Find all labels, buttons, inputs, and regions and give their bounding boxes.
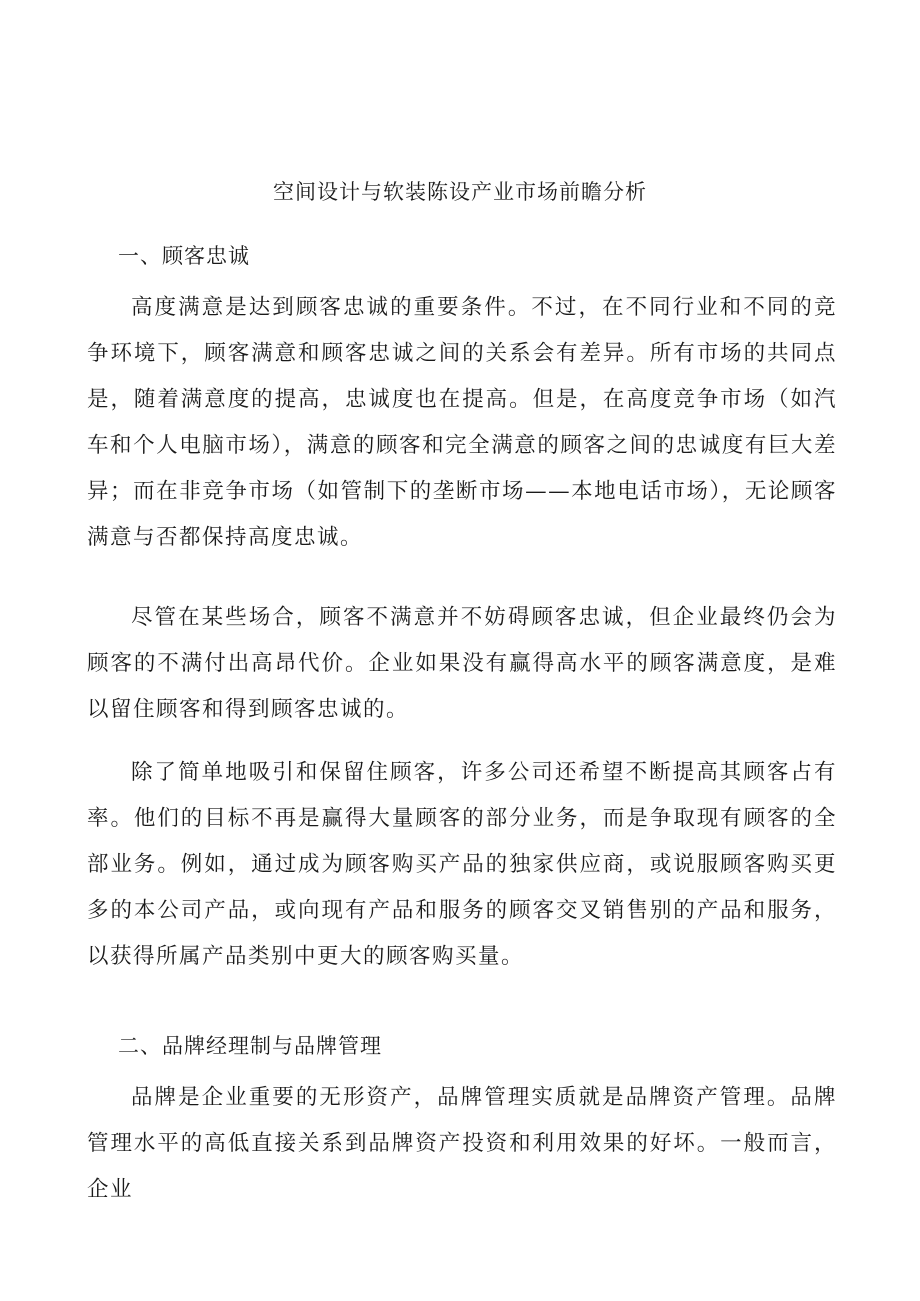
paragraph-loyalty-share: 除了简单地吸引和保留住顾客，许多公司还希望不断提高其顾客占有率。他们的目标不再是赢得大量顾客的部分业务，而是争取现有顾客的全部业务。例如，通过成为顾客购买产品的独家供应商，或说服顾客购买更多的本公司产品，或向现有产品和服务的顾客交叉销售别的产品和服务，以获得所属产品类别中更大的顾客购买量。 bbox=[87, 760, 837, 969]
paragraph-brand-asset: 品牌是企业重要的无形资产，品牌管理实质就是品牌资产管理。品牌管理水平的高低直接关系到品牌资产投资和利用效果的好坏。一般而言，企业 bbox=[87, 1085, 837, 1202]
paragraph-loyalty-satisfaction: 高度满意是达到顾客忠诚的重要条件。不过，在不同行业和不同的竞争环境下，顾客满意和顾客忠诚之间的关系会有差异。所有市场的共同点是，随着满意度的提高，忠诚度也在提高。但是，在高度竞争市场（如汽车和个人电脑市场），满意的顾客和完全满意的顾客之间的忠诚度有巨大差异；而在非竞争市场（如管制下的垄断市场——本地电话市场），无论顾客满意与否都保持高度忠诚。 bbox=[87, 295, 837, 550]
document-title: 空间设计与软装陈设产业市场前瞻分析 bbox=[273, 180, 647, 204]
section-heading-customer-loyalty: 一、顾客忠诚 bbox=[118, 244, 250, 268]
paragraph-loyalty-dissatisfaction: 尽管在某些场合，顾客不满意并不妨碍顾客忠诚，但企业最终仍会为顾客的不满付出高昂代价。企业如果没有赢得高水平的顾客满意度，是难以留住顾客和得到顾客忠诚的。 bbox=[87, 605, 837, 722]
section-heading-brand-management: 二、品牌经理制与品牌管理 bbox=[118, 1034, 382, 1058]
